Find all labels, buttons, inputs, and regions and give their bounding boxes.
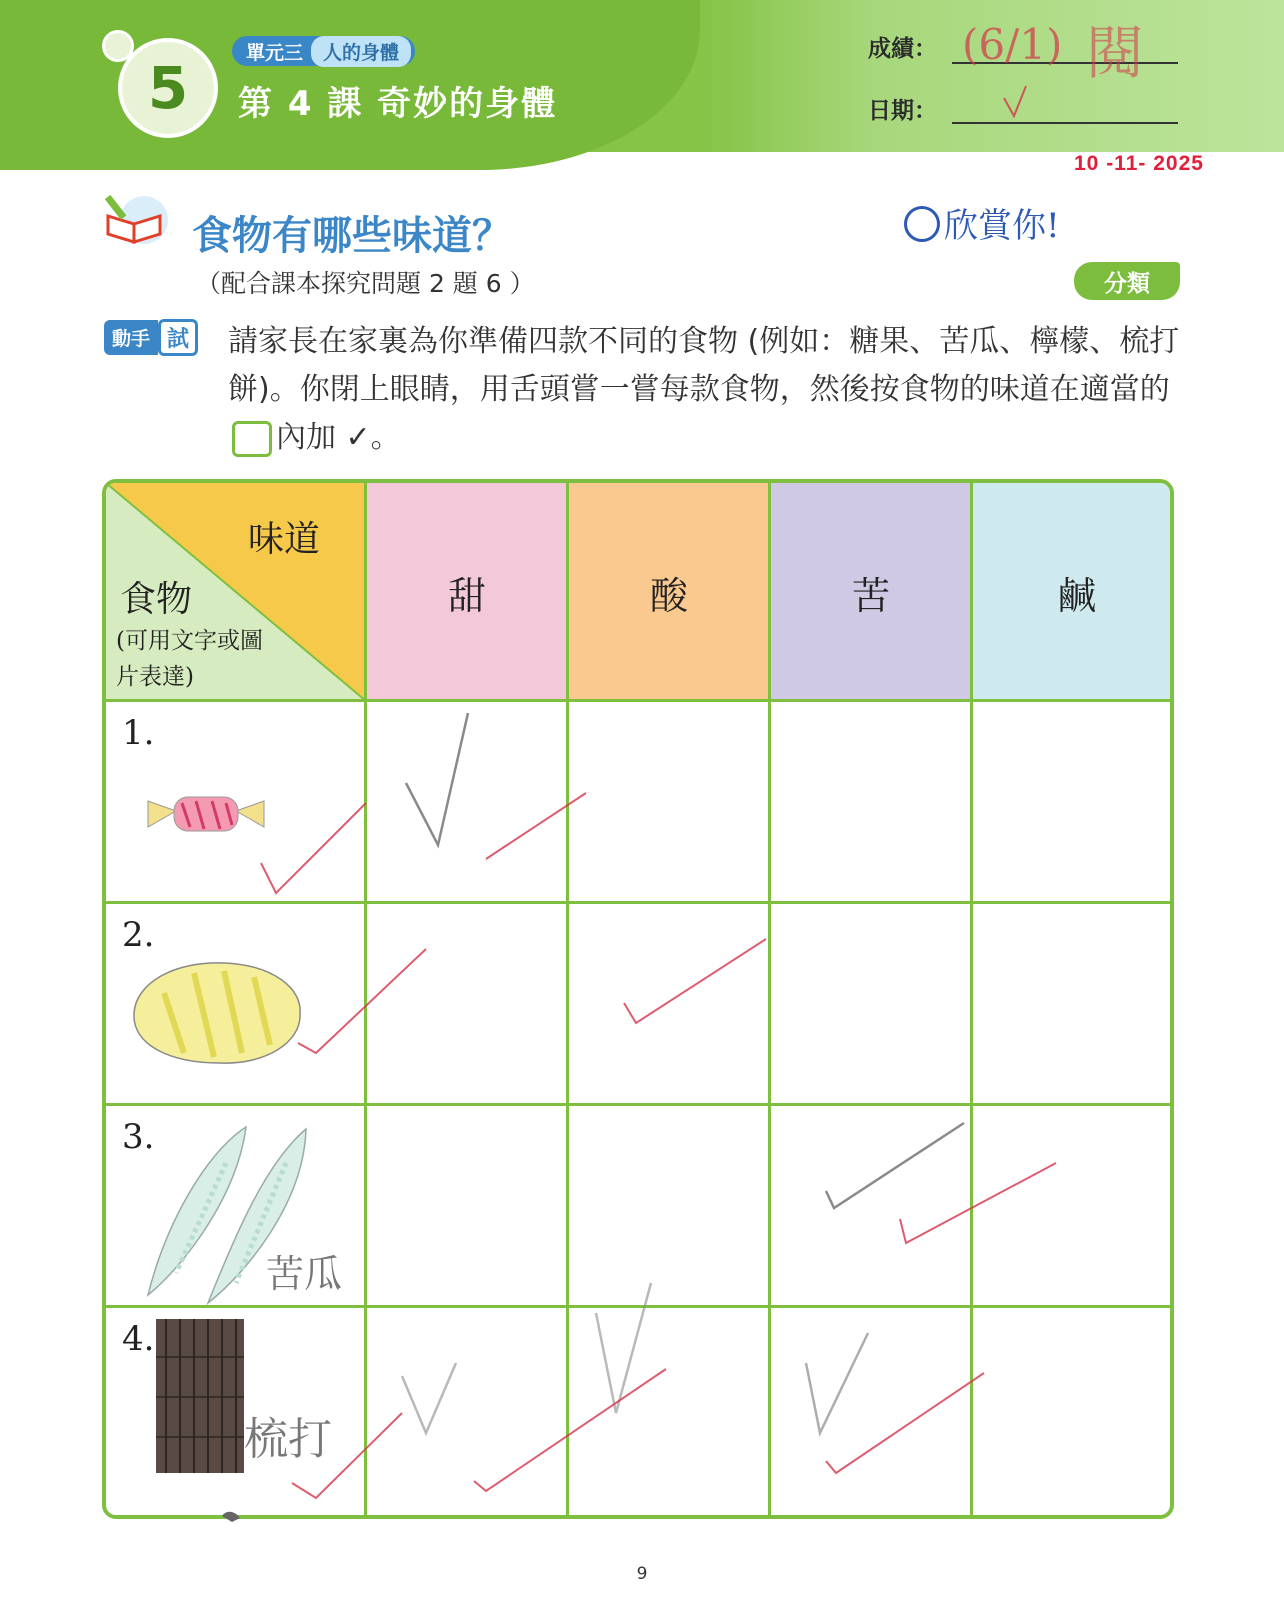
unit-pill bbox=[232, 36, 415, 66]
try-badge-part2: 試 bbox=[158, 319, 198, 356]
read-stamp: 閱 bbox=[1086, 19, 1145, 87]
smiley-flower-icon bbox=[904, 206, 940, 242]
lesson-number-badge: 5 bbox=[118, 38, 218, 138]
page-number: 9 bbox=[636, 1564, 648, 1584]
try-badge-part1: 動手 bbox=[104, 320, 158, 355]
food-label-row3: 苦瓜 bbox=[266, 1252, 343, 1296]
date-line bbox=[952, 122, 1178, 124]
tick-marks-layer bbox=[106, 483, 1174, 1519]
praise-sticker bbox=[904, 198, 1060, 247]
food-label-row4: 梳打 bbox=[244, 1414, 332, 1465]
corner-taste-label: 味道 bbox=[248, 519, 321, 560]
teacher-check-mark bbox=[1000, 84, 1030, 120]
date-label: 日期： bbox=[868, 98, 937, 124]
section-subtitle: （配合課本探究問題 2 題 6 ） bbox=[196, 269, 535, 298]
row-number-3: 3. bbox=[122, 1117, 155, 1157]
column-header-salty: 鹹 bbox=[1057, 573, 1096, 618]
taste-table bbox=[102, 479, 1174, 1519]
checkbox-example-icon bbox=[232, 421, 272, 457]
grade-label: 成績： bbox=[868, 36, 937, 62]
category-tag: 分類 bbox=[1074, 262, 1180, 300]
row-number-1: 1. bbox=[122, 713, 155, 753]
instruction-text bbox=[228, 318, 1180, 462]
column-header-sour: 酸 bbox=[649, 573, 688, 618]
corner-food-label: 食物 bbox=[120, 579, 193, 620]
lesson-title: 第 4 課 奇妙的身體 bbox=[238, 84, 558, 124]
date-stamp: 10 -11- 2025 bbox=[1074, 152, 1204, 175]
row-number-2: 2. bbox=[122, 915, 155, 955]
try-it-badge bbox=[104, 320, 198, 354]
instruction-part2: 內加 ✓。 bbox=[276, 420, 401, 455]
row-number-4: 4. bbox=[122, 1319, 155, 1359]
pencil-smudge bbox=[220, 1508, 244, 1524]
section-title: 食物有哪些味道？ bbox=[192, 213, 512, 259]
column-header-sweet: 甜 bbox=[447, 573, 486, 618]
column-header-bitter: 苦 bbox=[851, 573, 890, 618]
praise-text: 欣賞你! bbox=[944, 206, 1060, 246]
book-pencil-icon bbox=[102, 190, 170, 248]
unit-label: 單元三 bbox=[246, 41, 304, 64]
grade-handwriting: (6/1) bbox=[962, 20, 1063, 69]
corner-note: (可用文字或圖片表達) bbox=[116, 628, 263, 690]
unit-topic: 人的身體 bbox=[311, 36, 411, 67]
instruction-part1: 請家長在家裏為你準備四款不同的食物 (例如：糖果、苦瓜、檸檬、梳打餅)。你閉上眼睛，用舌頭嘗一嘗每款食物，然後按食物的味道在適當的 bbox=[228, 324, 1180, 407]
